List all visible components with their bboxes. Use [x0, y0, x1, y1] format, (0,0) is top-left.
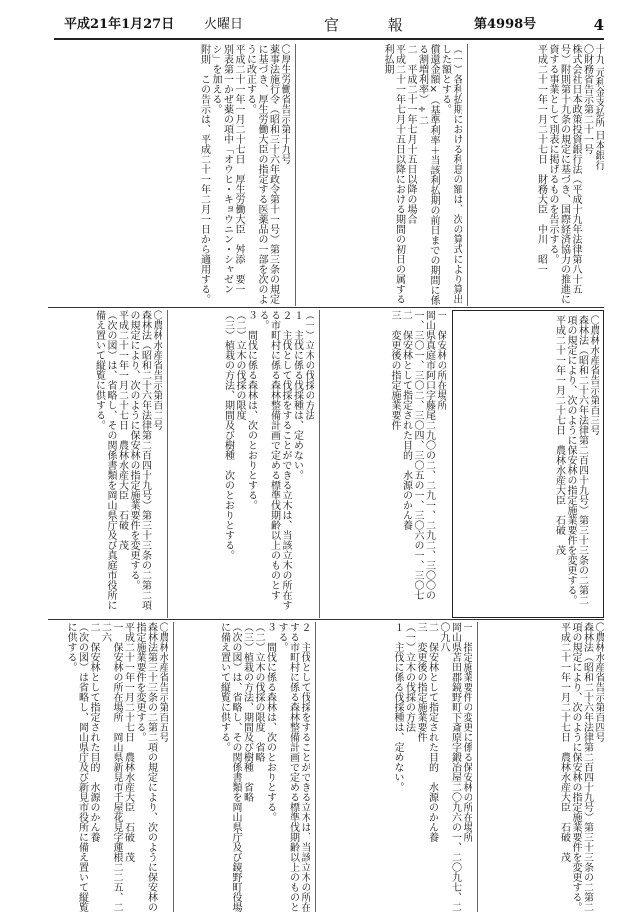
section-rule — [48, 307, 604, 308]
column-divider — [167, 310, 168, 618]
column-divider — [295, 44, 296, 306]
section-rule — [48, 619, 604, 620]
text-column: ２ 主伐として伐採をすることができる立木は、当該立木の所在する市町村に係る森林整備計画で定める標準伐期齢以上のものとする。 ３ 間伐に係る森林は、次のとおりとする。 （二）立木の伐採の限度 省略 （三）植栽の方法、期間及び樹種 省略 （次の図）は、省略し、その関係書類を岡山県庁及び鏡野町役場に備え置いて縦覧に供する。 — [218, 622, 310, 912]
text-column: 〇厚生労働省告示第十九号 薬事法施行令（昭和三十六年政令第十一号）第三条の規定に基づき、厚生労働大臣の指定する医薬品の一部を次のように改正する。 平成二十一年一月二十七日 厚生労働大臣 舛添 要一 別表第一かぜ薬の項中「オウヒ・キョウニン・シャゼンシ」を加える。 附則 この告示は、平成二十一年二月一日から適用する。 — [198, 44, 290, 304]
page-number: 4 — [593, 16, 604, 34]
band-middle — [48, 310, 604, 618]
header-date: 平成21年1月27日 — [64, 17, 175, 32]
text-column: 一 保安林の所在場所 岡山県真庭市阿口字藤尾二九〇の二、二九一、二九二、三〇〇の一、三〇一、三〇二、三〇四、三〇五の一、三〇六の一、三〇七 二 保安林として指定された目的 水源のかん養 三 変更後の指定施業要件 — [389, 310, 446, 600]
text-column: 〇農林水産省告示第百四号 森林法（昭和二十六年法律第二百四十九号）第三十三条の二第二項の規定により、次のように保安林の指定施業要件を変更する。 平成二十一年一月二十七日 農林水産大臣 石破 茂 — [558, 622, 604, 912]
boxed-notice — [452, 310, 604, 618]
text-column: 一 指定施業要件の変更に係る保安林の所在場所 岡山県苫田郡鏡野町下斎原字鍛冶屋二〇九六の一、二〇九七、二〇九八 二 保安林として指定された目的 水源のかん養 三 変更後の指定施業要件 （一）立木の伐採の方法 １ 主伐に係る伐採種は、定めない。 — [392, 622, 472, 912]
text-column: 〇農林水産省告示第百三号 森林法（昭和二十六年法律第二百四十九号）第三十三条の二第二項の規定により、次のように保安林の指定施業要件を変更する。 平成二十一年一月二十七日 農林水産大臣 石破 茂 — [553, 315, 599, 605]
column-divider — [477, 622, 478, 912]
column-divider — [173, 622, 174, 912]
band-bottom — [48, 622, 604, 912]
column-divider — [319, 310, 320, 618]
header-weekday: 火曜日 — [204, 17, 244, 32]
text-column: 〇農林水産省告示第百二号 森林法（昭和二十六年法律第二百四十九号）第三十三条の二第二項の規定により、次のように保安林の指定施業要件を変更する。 平成二十一年一月二十七日 農林水産大臣 石破 茂 （次の図）は、省略し、その関係書類を岡山県庁及び真庭市役所に備え置いて縦覧に供する。 — [93, 310, 162, 610]
header-title: 官 報 — [324, 16, 425, 34]
text-column: （一）各利払期における利息の額は、次の算式により算出した額とする。 償還金額×（基準利率＋当該利払期の前日までの期間に係る割増利率）÷二 二 平成二十一年七月十五日以降の場合 平成二十一年七月十五日以降における期間の初日の属する利払期 — [382, 44, 462, 305]
column-divider — [315, 622, 316, 912]
header-issue: 第4998号 — [474, 17, 537, 32]
text-column: （一）立木の伐採の方法 １ 主伐に係る伐採種は、定めない。 ２ 主伐として伐採をすることができる立木は、当該立木の所在する市町村に係る森林整備計画で定める標準伐期齢以上のものとする。 ３ 間伐に係る森林は、次のとおりとする。 （二）立木の伐採の限度 （三）植栽の方法、期間及び樹種 次のとおりとする。 — [222, 310, 314, 610]
text-column: 十九 元利金支払所 日本銀行 〇財務省告示第二十一号 株式会社日本政策投資銀行法（平成十九年法律第八十五号）附則第十九条の規定に基づき、国際経済協力の推進に資する事業として別表に掲げるものを告示する。 平成二十一年一月二十七日 財務大臣 中川 昭一 — [535, 44, 604, 304]
text-column: 〇農林水産省告示第百五号 森林法第三十三条の二第二項の規定により、次のように保安林の指定施業要件を変更する。 平成二十一年一月二十七日 農林水産大臣 石破 茂 一 保安林の所在場所 岡山県新見市千屋花見字蓮根二二五、二二六 二 保安林として指定された目的 水源のかん養 （次の図）は省略し、岡山県庁及び新見市役所に備え置いて縦覧に供する。 — [65, 622, 168, 912]
page-header — [54, 14, 604, 40]
column-divider — [467, 44, 468, 306]
band-top — [48, 44, 604, 306]
